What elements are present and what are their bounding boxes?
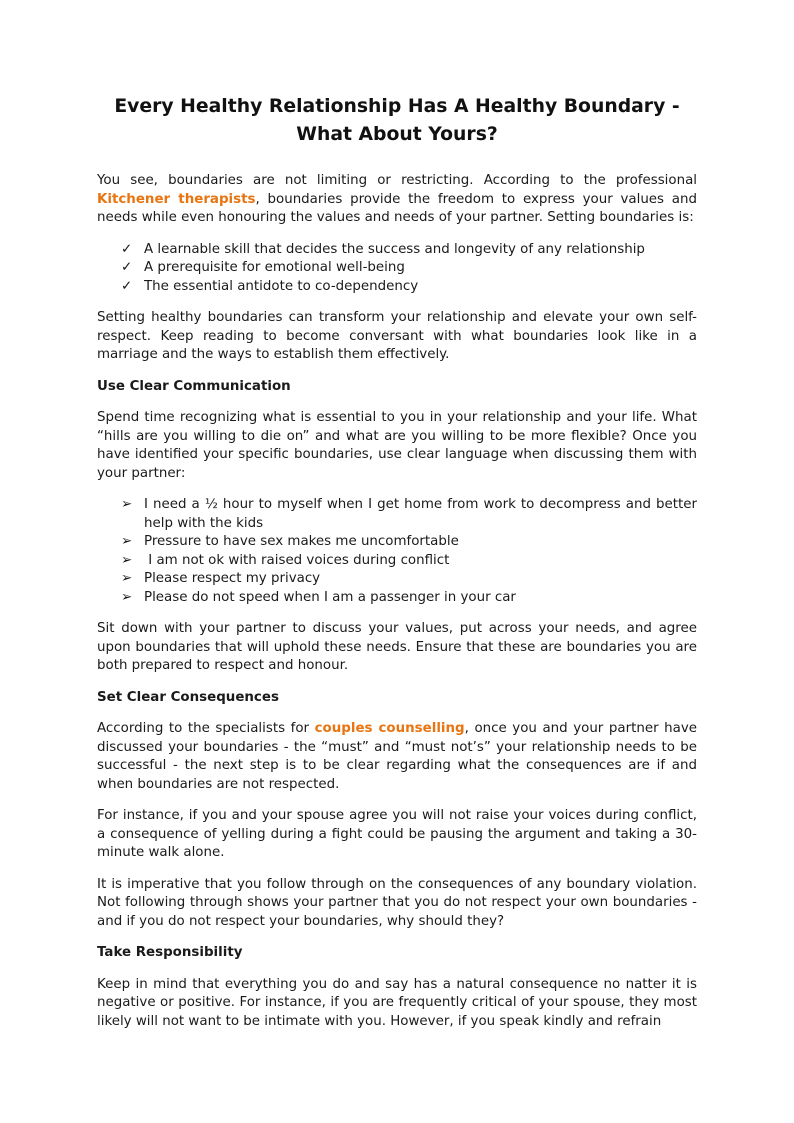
- check-icon: ✓: [121, 260, 133, 275]
- list-item: ✓ The essential antidote to co-dependency: [121, 278, 697, 297]
- arrow-bullet-icon: ➢: [121, 534, 133, 549]
- boundary-examples-list: [97, 496, 697, 607]
- list-item: ✓ A prerequisite for emotional well-being: [121, 259, 697, 278]
- list-item: ➢ Please respect my privacy: [121, 570, 697, 589]
- check-icon: ✓: [121, 278, 133, 294]
- list-item: ➢ Pressure to have sex makes me uncomfortable: [121, 533, 697, 552]
- list-item: ➢ I am not ok with raised voices during conflict: [121, 552, 697, 571]
- discuss-values-paragraph: Sit down with your partner to discuss your values, put across your needs, and agree upon boundaries that will uphold these needs. Ensure that these are boundaries you are both prepared to respect and honour.: [97, 621, 697, 673]
- checklist: [97, 241, 697, 297]
- communication-paragraph: Spend time recognizing what is essential to you in your relationship and your life. What “hills are you willing to die on” and what are you willing to be more flexible? Once you have identified your specific boundaries, use clear language when discussing them with your partner:: [97, 410, 697, 481]
- section-heading-consequences: Set Clear Consequences: [97, 689, 279, 705]
- couples-counselling-link[interactable]: couples counselling: [314, 721, 465, 736]
- intro-text-start: You see, boundaries are not limiting or restricting. According to the professional: [97, 173, 697, 188]
- list-item: ➢ I need a ½ hour to myself when I get home from work to decompress and better help with the kids: [121, 497, 697, 531]
- arrow-bullet-icon: ➢: [121, 552, 133, 568]
- intro-paragraph: [97, 172, 697, 228]
- list-item: ✓ A learnable skill that decides the success and longevity of any relationship: [121, 241, 697, 260]
- consequences-paragraph: According to the specialists for couples counselling, once you and your partner have discussed your boundaries - the “must” and “must not’s” your relationship needs to be successful - the next step is to be clear regarding what the consequences are if and when boundaries are not respected.: [97, 721, 697, 792]
- instance-paragraph: For instance, if you and your spouse agree you will not raise your voices during conflict, a consequence of yelling during a fight could be pausing the argument and taking a 30-minute walk alone.: [97, 808, 697, 860]
- intro-text-end: , boundaries provide the freedom to express your values and needs while even honouring the values and needs of your partner. Setting boundaries is:: [97, 191, 697, 225]
- list-item: ➢ Please do not speed when I am a passenger in your car: [121, 589, 697, 608]
- arrow-bullet-icon: ➢: [121, 589, 133, 605]
- section-heading-communication: Use Clear Communication: [97, 378, 291, 394]
- section-heading-responsibility: Take Responsibility: [97, 945, 243, 960]
- kitchener-therapists-link[interactable]: Kitchener therapists: [97, 191, 256, 207]
- follow-through-paragraph: It is imperative that you follow through on the consequences of any boundary violation. Not following through shows your partner that you do not respect your own boundaries - and if you do not respect your boundaries, why should they?: [97, 876, 697, 929]
- arrow-bullet-icon: ➢: [121, 571, 133, 586]
- responsibility-paragraph: Keep in mind that everything you do and say has a natural consequence no natter it is negative or positive. For instance, if you are frequently critical of your spouse, they most likely will not want to be intimate with you. However, if you speak kindly and refrain: [97, 976, 697, 1029]
- check-icon: ✓: [121, 241, 133, 257]
- boundaries-paragraph: Setting healthy boundaries can transform your relationship and elevate your own self-respect. Keep reading to become conversant with what boundaries look like in a marriage and the ways to establish them effectively.: [97, 310, 697, 362]
- arrow-bullet-icon: ➢: [121, 497, 133, 512]
- page-title: Every Healthy Relationship Has A Healthy Boundary - What About Yours?: [114, 96, 680, 145]
